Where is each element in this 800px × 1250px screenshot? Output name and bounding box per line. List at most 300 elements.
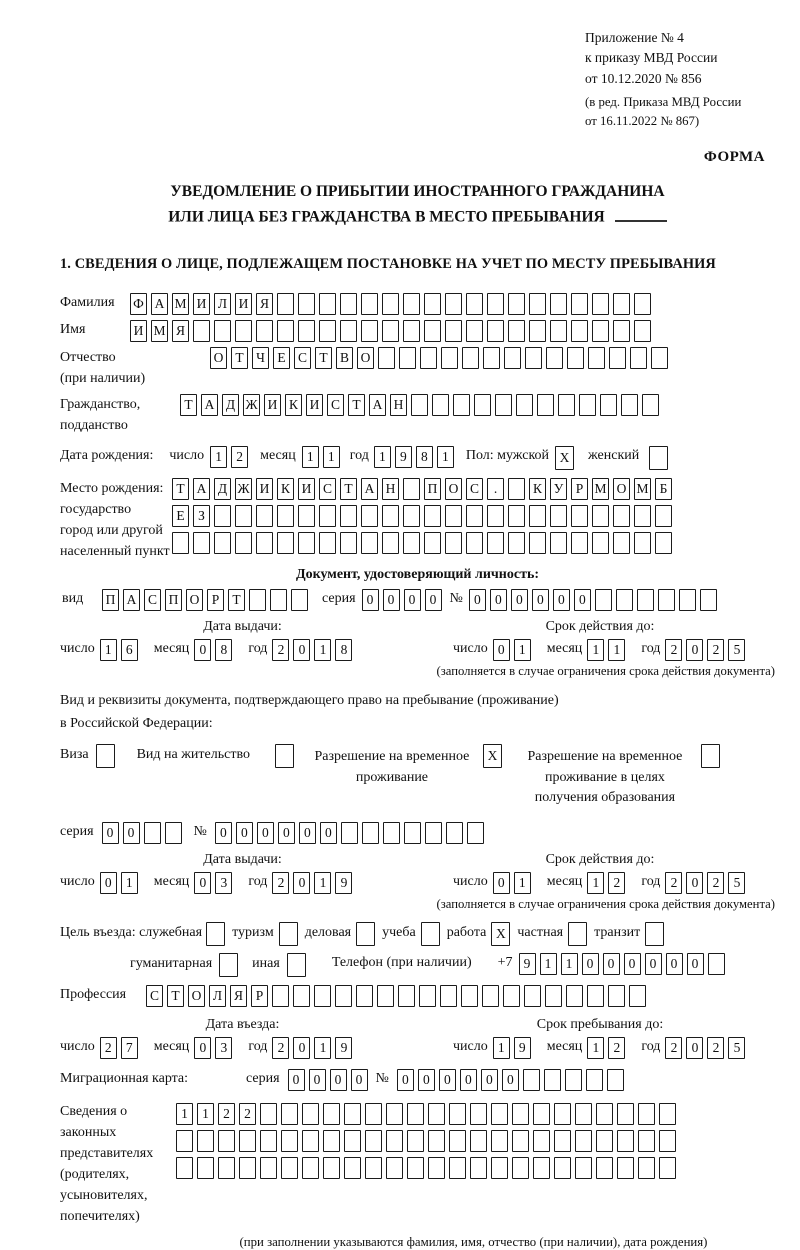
char-cell[interactable] [708, 953, 725, 975]
char-cell[interactable]: 1 [323, 446, 340, 468]
char-cell[interactable] [512, 1103, 529, 1125]
char-cell[interactable] [239, 1157, 256, 1179]
purpose-tourism-checkbox[interactable] [279, 922, 298, 946]
char-cell[interactable] [176, 1157, 193, 1179]
char-cell[interactable] [487, 532, 504, 554]
char-cell[interactable] [403, 505, 420, 527]
char-cell[interactable]: 0 [686, 639, 703, 661]
char-cell[interactable]: 0 [645, 953, 662, 975]
char-cell[interactable]: П [165, 589, 182, 611]
char-cell[interactable] [144, 822, 161, 844]
char-cell[interactable]: Я [256, 293, 273, 315]
char-cell[interactable] [383, 822, 400, 844]
char-cell[interactable] [424, 532, 441, 554]
char-cell[interactable] [298, 532, 315, 554]
char-cell[interactable] [302, 1103, 319, 1125]
char-cell[interactable] [424, 505, 441, 527]
char-cell[interactable]: 2 [608, 872, 625, 894]
char-cell[interactable] [365, 1103, 382, 1125]
char-cell[interactable] [425, 822, 442, 844]
char-cell[interactable] [508, 532, 525, 554]
char-cell[interactable] [302, 1130, 319, 1152]
char-cell[interactable] [462, 347, 479, 369]
char-cell[interactable] [193, 320, 210, 342]
char-cell[interactable]: 1 [374, 446, 391, 468]
char-cell[interactable] [558, 394, 575, 416]
char-cell[interactable] [432, 394, 449, 416]
char-cell[interactable]: А [123, 589, 140, 611]
char-cell[interactable] [382, 532, 399, 554]
char-cell[interactable] [428, 1157, 445, 1179]
char-cell[interactable]: 0 [404, 589, 421, 611]
char-cell[interactable]: 1 [587, 639, 604, 661]
char-cell[interactable] [407, 1130, 424, 1152]
char-cell[interactable]: С [319, 478, 336, 500]
char-cell[interactable]: И [298, 478, 315, 500]
char-cell[interactable] [420, 347, 437, 369]
char-cell[interactable]: О [445, 478, 462, 500]
char-cell[interactable] [613, 505, 630, 527]
char-cell[interactable] [491, 1103, 508, 1125]
char-cell[interactable]: Н [382, 478, 399, 500]
char-cell[interactable]: 2 [100, 1037, 117, 1059]
char-cell[interactable]: 0 [102, 822, 119, 844]
purpose-other-checkbox[interactable] [287, 953, 306, 977]
char-cell[interactable] [487, 293, 504, 315]
char-cell[interactable] [466, 532, 483, 554]
char-cell[interactable] [470, 1130, 487, 1152]
char-cell[interactable]: 0 [215, 822, 232, 844]
char-cell[interactable] [218, 1130, 235, 1152]
char-cell[interactable] [298, 320, 315, 342]
char-cell[interactable] [466, 293, 483, 315]
char-cell[interactable] [377, 985, 394, 1007]
char-cell[interactable]: М [634, 478, 651, 500]
char-cell[interactable] [554, 1103, 571, 1125]
char-cell[interactable] [193, 532, 210, 554]
char-cell[interactable] [529, 505, 546, 527]
char-cell[interactable] [659, 1157, 676, 1179]
char-cell[interactable]: 1 [100, 639, 117, 661]
char-cell[interactable] [482, 985, 499, 1007]
char-cell[interactable]: В [336, 347, 353, 369]
char-cell[interactable] [256, 320, 273, 342]
char-cell[interactable]: 0 [553, 589, 570, 611]
char-cell[interactable] [467, 822, 484, 844]
char-cell[interactable] [446, 822, 463, 844]
char-cell[interactable] [600, 394, 617, 416]
char-cell[interactable]: 1 [197, 1103, 214, 1125]
char-cell[interactable]: 1 [561, 953, 578, 975]
char-cell[interactable] [323, 1103, 340, 1125]
char-cell[interactable] [592, 505, 609, 527]
char-cell[interactable] [554, 1157, 571, 1179]
char-cell[interactable]: 0 [123, 822, 140, 844]
purpose-work-checkbox[interactable] [491, 922, 510, 946]
char-cell[interactable] [341, 822, 358, 844]
char-cell[interactable]: 2 [218, 1103, 235, 1125]
purpose-commercial-checkbox[interactable] [356, 922, 375, 946]
char-cell[interactable] [445, 532, 462, 554]
char-cell[interactable] [197, 1130, 214, 1152]
char-cell[interactable]: 0 [418, 1069, 435, 1091]
char-cell[interactable] [340, 505, 357, 527]
char-cell[interactable] [567, 347, 584, 369]
purpose-business-checkbox[interactable] [206, 922, 225, 946]
char-cell[interactable] [512, 1130, 529, 1152]
char-cell[interactable]: К [277, 478, 294, 500]
char-cell[interactable] [592, 532, 609, 554]
char-cell[interactable]: 0 [293, 1037, 310, 1059]
char-cell[interactable]: 1 [314, 872, 331, 894]
char-cell[interactable]: Е [172, 505, 189, 527]
char-cell[interactable]: 6 [121, 639, 138, 661]
char-cell[interactable]: 2 [665, 1037, 682, 1059]
char-cell[interactable]: 2 [665, 872, 682, 894]
char-cell[interactable] [445, 505, 462, 527]
char-cell[interactable] [571, 505, 588, 527]
char-cell[interactable] [487, 505, 504, 527]
char-cell[interactable] [638, 1130, 655, 1152]
char-cell[interactable]: Л [209, 985, 226, 1007]
char-cell[interactable] [495, 394, 512, 416]
char-cell[interactable]: И [130, 320, 147, 342]
char-cell[interactable] [529, 293, 546, 315]
char-cell[interactable] [550, 293, 567, 315]
char-cell[interactable] [361, 532, 378, 554]
char-cell[interactable] [445, 320, 462, 342]
char-cell[interactable] [386, 1157, 403, 1179]
char-cell[interactable] [214, 505, 231, 527]
char-cell[interactable]: О [210, 347, 227, 369]
char-cell[interactable] [411, 394, 428, 416]
char-cell[interactable]: М [151, 320, 168, 342]
char-cell[interactable]: 0 [582, 953, 599, 975]
char-cell[interactable]: Р [207, 589, 224, 611]
char-cell[interactable] [533, 1157, 550, 1179]
char-cell[interactable]: О [188, 985, 205, 1007]
char-cell[interactable]: Д [214, 478, 231, 500]
char-cell[interactable] [523, 1069, 540, 1091]
char-cell[interactable] [659, 1130, 676, 1152]
char-cell[interactable]: 0 [511, 589, 528, 611]
char-cell[interactable] [235, 505, 252, 527]
char-cell[interactable]: 3 [215, 1037, 232, 1059]
visa-checkbox[interactable] [96, 744, 115, 768]
char-cell[interactable] [386, 1130, 403, 1152]
char-cell[interactable] [546, 347, 563, 369]
char-cell[interactable] [595, 589, 612, 611]
char-cell[interactable] [277, 532, 294, 554]
char-cell[interactable]: 0 [686, 1037, 703, 1059]
purpose-tourism-checkbox[interactable] [279, 922, 298, 946]
char-cell[interactable] [281, 1103, 298, 1125]
char-cell[interactable]: 0 [194, 639, 211, 661]
char-cell[interactable] [319, 505, 336, 527]
char-cell[interactable]: С [146, 985, 163, 1007]
char-cell[interactable]: Т [340, 478, 357, 500]
char-cell[interactable] [491, 1157, 508, 1179]
char-cell[interactable]: С [466, 478, 483, 500]
char-cell[interactable] [340, 532, 357, 554]
char-cell[interactable] [214, 532, 231, 554]
char-cell[interactable] [617, 1130, 634, 1152]
char-cell[interactable] [382, 320, 399, 342]
char-cell[interactable]: Т [315, 347, 332, 369]
char-cell[interactable]: 8 [335, 639, 352, 661]
char-cell[interactable]: 2 [707, 1037, 724, 1059]
char-cell[interactable]: 5 [728, 1037, 745, 1059]
char-cell[interactable]: 0 [624, 953, 641, 975]
char-cell[interactable] [679, 589, 696, 611]
char-cell[interactable] [533, 1103, 550, 1125]
char-cell[interactable] [487, 320, 504, 342]
char-cell[interactable]: Р [571, 478, 588, 500]
char-cell[interactable]: А [193, 478, 210, 500]
char-cell[interactable]: 9 [519, 953, 536, 975]
char-cell[interactable] [529, 320, 546, 342]
char-cell[interactable]: 0 [383, 589, 400, 611]
char-cell[interactable]: 0 [481, 1069, 498, 1091]
char-cell[interactable] [588, 347, 605, 369]
char-cell[interactable]: У [550, 478, 567, 500]
char-cell[interactable]: 0 [293, 872, 310, 894]
char-cell[interactable] [235, 320, 252, 342]
char-cell[interactable]: 0 [320, 822, 337, 844]
char-cell[interactable]: 1 [176, 1103, 193, 1125]
char-cell[interactable]: 0 [288, 1069, 305, 1091]
char-cell[interactable] [613, 293, 630, 315]
char-cell[interactable]: 2 [707, 639, 724, 661]
temp-residence-edu-checkbox[interactable] [701, 744, 720, 768]
char-cell[interactable]: 1 [514, 872, 531, 894]
char-cell[interactable]: . [487, 478, 504, 500]
char-cell[interactable] [571, 532, 588, 554]
char-cell[interactable] [638, 1157, 655, 1179]
char-cell[interactable] [537, 394, 554, 416]
char-cell[interactable] [403, 320, 420, 342]
char-cell[interactable]: Я [230, 985, 247, 1007]
residence-permit-checkbox[interactable] [275, 744, 294, 768]
char-cell[interactable]: И [193, 293, 210, 315]
char-cell[interactable] [512, 1157, 529, 1179]
char-cell[interactable]: 2 [272, 639, 289, 661]
char-cell[interactable]: 0 [257, 822, 274, 844]
char-cell[interactable] [386, 1103, 403, 1125]
char-cell[interactable]: П [424, 478, 441, 500]
char-cell[interactable] [634, 532, 651, 554]
purpose-transit-checkbox[interactable] [645, 922, 664, 946]
char-cell[interactable] [592, 293, 609, 315]
char-cell[interactable]: 0 [502, 1069, 519, 1091]
char-cell[interactable] [403, 293, 420, 315]
char-cell[interactable] [291, 589, 308, 611]
char-cell[interactable] [277, 320, 294, 342]
char-cell[interactable]: 0 [439, 1069, 456, 1091]
char-cell[interactable]: Е [273, 347, 290, 369]
char-cell[interactable]: С [294, 347, 311, 369]
char-cell[interactable]: 1 [314, 1037, 331, 1059]
char-cell[interactable] [596, 1157, 613, 1179]
char-cell[interactable] [197, 1157, 214, 1179]
purpose-commercial-checkbox[interactable] [356, 922, 375, 946]
purpose-other-checkbox[interactable] [287, 953, 306, 977]
purpose-study-checkbox[interactable] [421, 922, 440, 946]
char-cell[interactable]: 2 [272, 872, 289, 894]
char-cell[interactable] [634, 293, 651, 315]
char-cell[interactable]: 0 [603, 953, 620, 975]
char-cell[interactable] [260, 1130, 277, 1152]
char-cell[interactable]: 1 [608, 639, 625, 661]
char-cell[interactable]: 0 [460, 1069, 477, 1091]
char-cell[interactable]: 0 [278, 822, 295, 844]
char-cell[interactable]: 2 [239, 1103, 256, 1125]
char-cell[interactable]: М [172, 293, 189, 315]
char-cell[interactable]: 0 [299, 822, 316, 844]
char-cell[interactable] [249, 589, 266, 611]
char-cell[interactable] [302, 1157, 319, 1179]
char-cell[interactable]: З [193, 505, 210, 527]
char-cell[interactable] [550, 320, 567, 342]
char-cell[interactable]: 0 [330, 1069, 347, 1091]
char-cell[interactable]: К [529, 478, 546, 500]
purpose-work-checkbox[interactable]: X [491, 922, 510, 946]
purpose-private-checkbox[interactable] [568, 922, 587, 946]
char-cell[interactable]: 2 [707, 872, 724, 894]
char-cell[interactable] [587, 985, 604, 1007]
char-cell[interactable] [550, 532, 567, 554]
char-cell[interactable] [298, 505, 315, 527]
char-cell[interactable] [634, 320, 651, 342]
char-cell[interactable]: 1 [314, 639, 331, 661]
char-cell[interactable]: 0 [100, 872, 117, 894]
char-cell[interactable] [398, 985, 415, 1007]
char-cell[interactable] [579, 394, 596, 416]
char-cell[interactable] [449, 1157, 466, 1179]
purpose-private-checkbox[interactable] [568, 922, 587, 946]
char-cell[interactable] [550, 505, 567, 527]
char-cell[interactable] [382, 293, 399, 315]
char-cell[interactable]: 0 [397, 1069, 414, 1091]
char-cell[interactable]: 0 [686, 872, 703, 894]
char-cell[interactable]: П [102, 589, 119, 611]
char-cell[interactable]: Т [172, 478, 189, 500]
char-cell[interactable] [470, 1103, 487, 1125]
char-cell[interactable] [365, 1130, 382, 1152]
char-cell[interactable]: А [201, 394, 218, 416]
char-cell[interactable] [524, 985, 541, 1007]
char-cell[interactable]: 0 [425, 589, 442, 611]
char-cell[interactable]: 9 [514, 1037, 531, 1059]
char-cell[interactable] [277, 505, 294, 527]
char-cell[interactable] [281, 1157, 298, 1179]
char-cell[interactable]: Т [348, 394, 365, 416]
char-cell[interactable] [218, 1157, 235, 1179]
char-cell[interactable]: О [357, 347, 374, 369]
char-cell[interactable]: 0 [532, 589, 549, 611]
char-cell[interactable] [529, 532, 546, 554]
char-cell[interactable] [403, 478, 420, 500]
char-cell[interactable] [655, 505, 672, 527]
char-cell[interactable] [575, 1130, 592, 1152]
char-cell[interactable] [504, 347, 521, 369]
char-cell[interactable]: Т [228, 589, 245, 611]
char-cell[interactable] [319, 293, 336, 315]
char-cell[interactable]: Ф [130, 293, 147, 315]
char-cell[interactable] [571, 293, 588, 315]
char-cell[interactable]: 0 [469, 589, 486, 611]
char-cell[interactable]: Д [222, 394, 239, 416]
char-cell[interactable]: Н [390, 394, 407, 416]
char-cell[interactable] [165, 822, 182, 844]
char-cell[interactable]: С [144, 589, 161, 611]
char-cell[interactable] [340, 293, 357, 315]
char-cell[interactable]: И [235, 293, 252, 315]
char-cell[interactable] [655, 532, 672, 554]
char-cell[interactable] [609, 347, 626, 369]
char-cell[interactable] [235, 532, 252, 554]
char-cell[interactable] [407, 1157, 424, 1179]
char-cell[interactable]: 2 [272, 1037, 289, 1059]
char-cell[interactable] [441, 347, 458, 369]
char-cell[interactable] [272, 985, 289, 1007]
char-cell[interactable]: 2 [665, 639, 682, 661]
char-cell[interactable] [596, 1130, 613, 1152]
char-cell[interactable] [508, 478, 525, 500]
char-cell[interactable]: 5 [728, 639, 745, 661]
purpose-transit-checkbox[interactable] [645, 922, 664, 946]
char-cell[interactable] [586, 1069, 603, 1091]
char-cell[interactable]: Ч [252, 347, 269, 369]
char-cell[interactable] [362, 822, 379, 844]
char-cell[interactable] [449, 1103, 466, 1125]
char-cell[interactable] [621, 394, 638, 416]
char-cell[interactable]: 0 [666, 953, 683, 975]
char-cell[interactable]: Т [231, 347, 248, 369]
temp-residence-checkbox[interactable] [483, 744, 502, 768]
char-cell[interactable]: 1 [587, 872, 604, 894]
char-cell[interactable]: Я [172, 320, 189, 342]
char-cell[interactable]: 0 [293, 639, 310, 661]
char-cell[interactable] [365, 1157, 382, 1179]
char-cell[interactable]: Т [180, 394, 197, 416]
sex-female-checkbox[interactable] [649, 446, 668, 470]
char-cell[interactable] [575, 1157, 592, 1179]
char-cell[interactable]: 0 [574, 589, 591, 611]
char-cell[interactable]: 1 [493, 1037, 510, 1059]
purpose-study-checkbox[interactable] [421, 922, 440, 946]
char-cell[interactable]: 1 [302, 446, 319, 468]
char-cell[interactable]: 7 [121, 1037, 138, 1059]
char-cell[interactable] [470, 1157, 487, 1179]
char-cell[interactable] [293, 985, 310, 1007]
char-cell[interactable]: 0 [490, 589, 507, 611]
char-cell[interactable] [629, 985, 646, 1007]
char-cell[interactable]: 2 [608, 1037, 625, 1059]
char-cell[interactable]: 2 [231, 446, 248, 468]
char-cell[interactable] [613, 532, 630, 554]
char-cell[interactable] [399, 347, 416, 369]
char-cell[interactable] [214, 320, 231, 342]
char-cell[interactable]: 9 [395, 446, 412, 468]
char-cell[interactable]: 0 [493, 872, 510, 894]
char-cell[interactable] [491, 1130, 508, 1152]
visa-checkbox[interactable] [96, 744, 115, 768]
char-cell[interactable] [335, 985, 352, 1007]
char-cell[interactable] [361, 505, 378, 527]
char-cell[interactable] [440, 985, 457, 1007]
char-cell[interactable] [407, 1103, 424, 1125]
